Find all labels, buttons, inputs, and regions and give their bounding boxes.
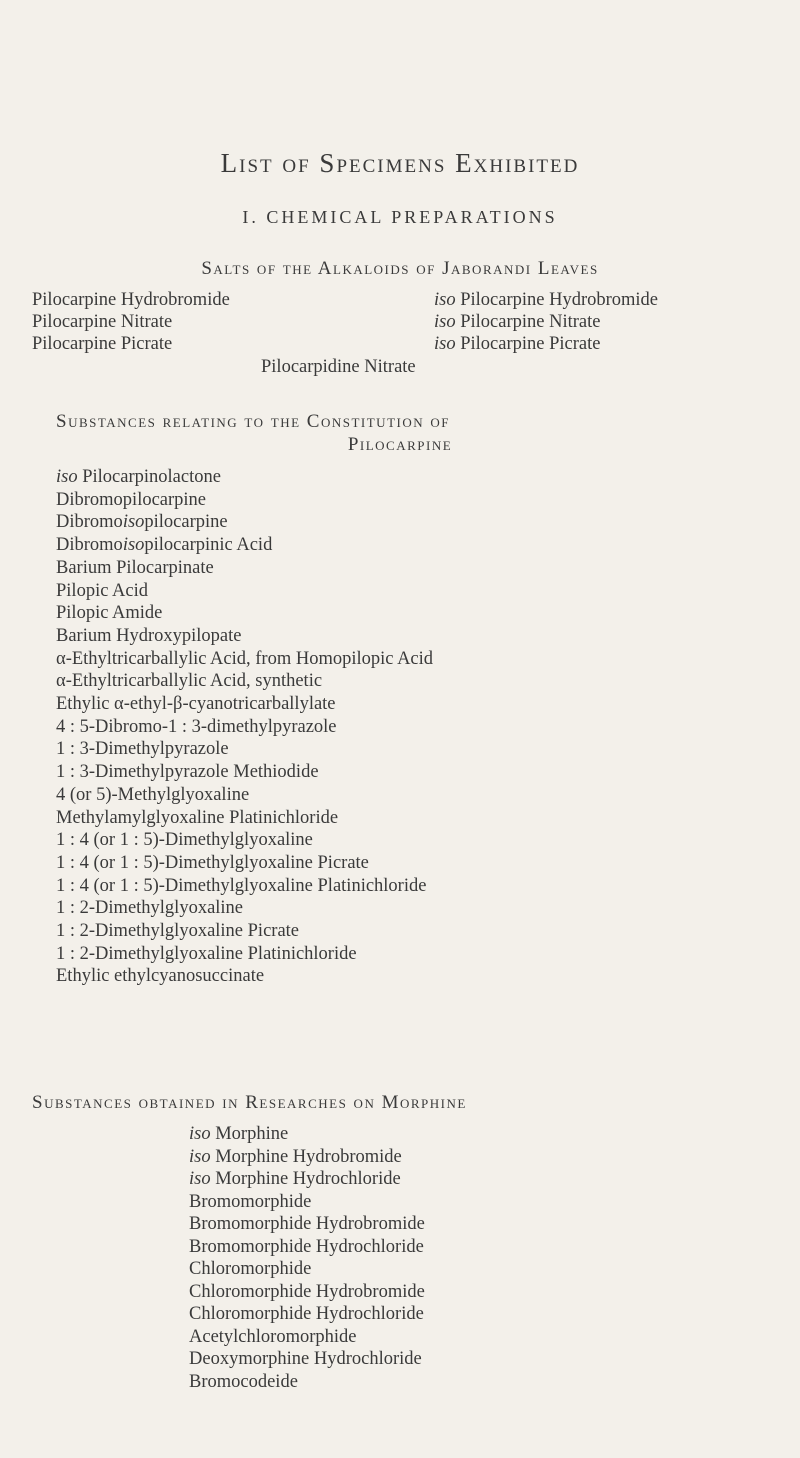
list-item: 1 : 2-Dimethylglyoxaline Picrate	[56, 921, 300, 942]
specimen-item: Pilocarpine Nitrate	[32, 312, 173, 332]
list-item: Ethylic α-ethyl-β-cyanotricarballylate	[56, 694, 336, 715]
morphine-list	[189, 1123, 425, 1393]
list-item: Chloromorphide	[189, 1259, 312, 1279]
list-item: 1 : 4 (or 1 : 5)-Dimethylglyoxaline Platinichloride	[56, 875, 427, 896]
list-item: Barium Pilocarpinate	[56, 557, 214, 578]
list-item: iso Morphine Hydrobromide	[189, 1146, 402, 1167]
list-item: Pilopic Amide	[56, 603, 163, 624]
iso-prefix: iso	[122, 512, 145, 533]
list-item: Bromomorphide	[189, 1191, 312, 1212]
specimen-name: Pilocarpine Nitrate	[460, 312, 601, 332]
list-item: Pilopic Acid	[56, 580, 148, 601]
list-item: Dibromopilocarpine	[56, 489, 207, 510]
list-item: Deoxymorphine Hydrochloride	[189, 1349, 422, 1369]
specimen-item: Pilocarpidine Nitrate	[261, 357, 416, 377]
section-heading: I. CHEMICAL PREPARATIONS	[242, 207, 558, 227]
list-item: iso Morphine	[189, 1124, 289, 1144]
list-item: iso Pilocarpinolactone	[56, 467, 221, 487]
list-item: iso Morphine Hydrochloride	[189, 1169, 401, 1189]
list-item: 1 : 2-Dimethylglyoxaline	[56, 898, 244, 919]
list-item: Acetylchloromorphide	[189, 1326, 357, 1347]
list-item: Methylamylglyoxaline Platinichloride	[56, 807, 339, 828]
group-heading-constitution-2: Pilocarpine	[347, 434, 453, 455]
list-item: 1 : 4 (or 1 : 5)-Dimethylglyoxaline Picrate	[56, 852, 369, 873]
specimen-item	[434, 311, 600, 333]
list-item: Dibromoisopilocarpinic Acid	[56, 535, 273, 556]
iso-prefix: iso	[189, 1146, 211, 1167]
list-item: α-Ethyltricarballylic Acid, synthetic	[56, 671, 323, 692]
list-item: 4 (or 5)-Methylglyoxaline	[56, 784, 250, 805]
group-heading-morphine: Substances obtained in Researches on Morphine	[32, 1092, 467, 1113]
iso-prefix: iso	[189, 1169, 211, 1189]
iso-prefix: iso	[122, 535, 145, 556]
list-item: Bromomorphide Hydrobromide	[189, 1214, 425, 1234]
list-item: 1 : 3-Dimethylpyrazole	[56, 739, 229, 760]
specimen-name: Pilocarpine Hydrobromide	[460, 290, 659, 310]
constitution-list	[56, 466, 433, 988]
list-item: Bromomorphide Hydrochloride	[189, 1236, 424, 1257]
list-item: Barium Hydroxypilopate	[56, 625, 242, 646]
list-item: 1 : 3-Dimethylpyrazole Methiodide	[56, 762, 319, 783]
list-item: Ethylic ethylcyanosuccinate	[56, 966, 265, 987]
list-item: Dibromoisopilocarpine	[56, 512, 228, 533]
list-item: Bromocodeide	[189, 1371, 298, 1392]
list-item: 1 : 4 (or 1 : 5)-Dimethylglyoxaline	[56, 830, 313, 851]
specimen-name: Pilocarpine Picrate	[460, 334, 601, 354]
page-title: List of Specimens Exhibited	[220, 148, 580, 178]
iso-prefix: iso	[434, 334, 456, 354]
list-item: Chloromorphide Hydrochloride	[189, 1304, 424, 1324]
list-item: 4 : 5-Dibromo-1 : 3-dimethylpyrazole	[56, 716, 337, 737]
specimen-item	[434, 333, 600, 355]
list-item: Chloromorphide Hydrobromide	[189, 1281, 425, 1302]
iso-prefix: iso	[189, 1124, 211, 1144]
list-item: α-Ethyltricarballylic Acid, from Homopilopic Acid	[56, 648, 434, 669]
iso-prefix: iso	[434, 290, 456, 310]
iso-prefix: iso	[56, 467, 78, 487]
group-heading-jaborandi: Salts of the Alkaloids of Jaborandi Leaves	[201, 258, 599, 279]
list-item: 1 : 2-Dimethylglyoxaline Platinichloride	[56, 943, 357, 964]
specimen-item	[434, 289, 658, 311]
specimen-item: Pilocarpine Picrate	[32, 334, 173, 354]
specimen-item: Pilocarpine Hydrobromide	[32, 290, 230, 310]
group-heading-constitution: Substances relating to the Constitution of	[56, 411, 450, 432]
iso-prefix: iso	[434, 312, 456, 332]
